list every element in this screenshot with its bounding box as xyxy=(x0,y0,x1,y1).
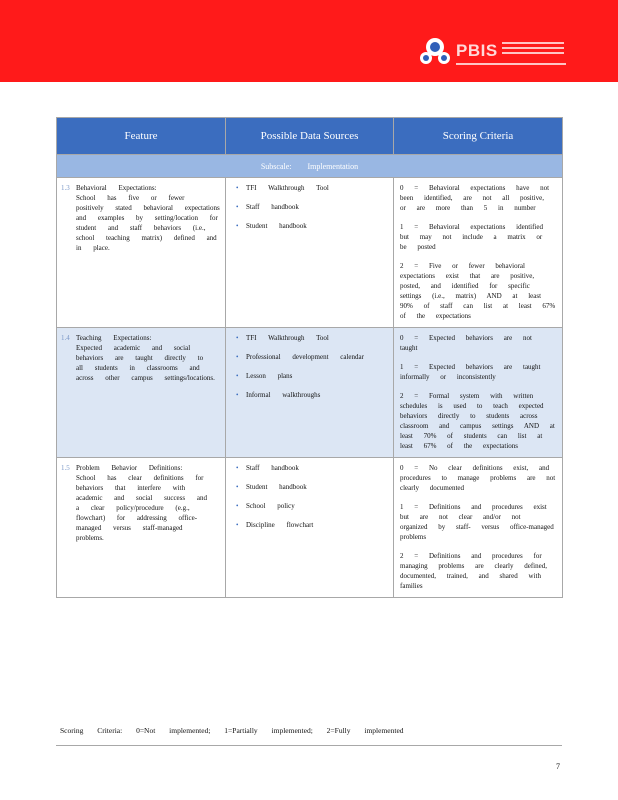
logo-wordmark: PBIS xyxy=(456,41,498,60)
bullet-icon: • xyxy=(236,521,239,529)
pbis-logo xyxy=(418,36,568,70)
feature-cell xyxy=(57,458,226,598)
column-header-feature: Feature xyxy=(57,118,226,155)
feature-number: 1.4 xyxy=(61,334,70,342)
data-source-label: School policy xyxy=(246,502,295,510)
scoring-criteria-cell xyxy=(394,178,563,328)
bullet-icon: • xyxy=(236,184,239,192)
column-header-data-sources: Possible Data Sources xyxy=(226,118,394,155)
bullet-icon: • xyxy=(236,372,239,380)
data-source-label: Informal walkthroughs xyxy=(246,391,321,399)
data-sources-cell xyxy=(226,328,394,458)
data-source-item xyxy=(236,333,385,343)
bullet-icon: • xyxy=(236,391,239,399)
scoring-criteria-cell xyxy=(394,328,563,458)
data-source-label: Lesson plans xyxy=(246,372,293,380)
criteria-level: 2 = Definitions and procedures for managing problems are clearly defined, documented, trained, and shared with families xyxy=(400,552,547,590)
pbis-people-logo-icon xyxy=(418,36,452,66)
data-source-item xyxy=(236,352,385,362)
logo-tagline xyxy=(502,42,564,57)
criteria-level: 1 = Expected behaviors are taught informally or inconsistently xyxy=(400,363,541,381)
data-source-label: Staff handbook xyxy=(246,464,299,472)
data-source-item xyxy=(236,183,385,193)
data-sources-list xyxy=(236,463,385,530)
data-sources-cell xyxy=(226,458,394,598)
data-source-item xyxy=(236,390,385,400)
bullet-icon: • xyxy=(236,483,239,491)
criteria-level: 2 = Formal system with written schedules is used to teach expected behaviors directly to students across classroom and campus settings AND at least 70% of students can list at least 67% of the expectations xyxy=(400,392,555,450)
scoring-footnote: Scoring Criteria: 0=Not implemented; 1=Partially implemented; 2=Fully implemented xyxy=(60,726,404,735)
bullet-icon: • xyxy=(236,334,239,342)
feature-description: School has five or fewer positively stated behavioral expectations and examples by setting/location for student and staff behaviors (i.e., school teaching matrix) defined and in place. xyxy=(76,194,220,252)
data-source-label: Staff handbook xyxy=(246,203,299,211)
feature-description: School has clear definitions for behaviors that interfere with academic and social success and a clear policy/procedure (e.g., flowchart) for addressing office-managed versus staff-managed problems. xyxy=(76,474,207,542)
header-banner xyxy=(0,0,618,82)
feature-wrap xyxy=(61,463,221,543)
data-source-item xyxy=(236,520,385,530)
feature-text xyxy=(76,183,221,253)
column-header-scoring-criteria: Scoring Criteria xyxy=(394,118,563,155)
bullet-icon: • xyxy=(236,222,239,230)
feature-title: Problem Behavior Definitions: xyxy=(76,464,183,472)
bullet-icon: • xyxy=(236,203,239,211)
table-row xyxy=(57,178,563,328)
data-source-item xyxy=(236,463,385,473)
tfi-criteria-table xyxy=(56,117,563,598)
feature-text xyxy=(76,463,221,543)
data-source-item xyxy=(236,202,385,212)
criteria-level: 0 = Expected behaviors are not taught xyxy=(400,334,532,352)
subscale-label: Subscale: Implementation xyxy=(57,155,563,178)
feature-wrap xyxy=(61,183,221,253)
criteria-level: 1 = Behavioral expectations identified but may not include a matrix or be posted xyxy=(400,223,543,251)
data-sources-list xyxy=(236,333,385,400)
footer-divider xyxy=(56,745,562,746)
feature-cell xyxy=(57,328,226,458)
bullet-icon: • xyxy=(236,502,239,510)
data-source-item xyxy=(236,371,385,381)
data-source-item xyxy=(236,501,385,511)
criteria-level: 0 = Behavioral expectations have not been identified, are not all positive, or are more than 5 in number xyxy=(400,184,550,212)
data-source-label: Professional development calendar xyxy=(246,353,364,361)
bullet-icon: • xyxy=(236,353,239,361)
feature-number: 1.3 xyxy=(61,184,70,192)
data-source-item xyxy=(236,482,385,492)
feature-text xyxy=(76,333,221,383)
data-source-item xyxy=(236,221,385,231)
page-number: 7 xyxy=(556,762,560,771)
feature-cell xyxy=(57,178,226,328)
data-source-label: TFI Walkthrough Tool xyxy=(246,334,329,342)
criteria-level: 1 = Definitions and procedures exist but are not clear and/or not organized by staff- versus office-managed problems xyxy=(400,503,554,541)
table-row xyxy=(57,458,563,598)
scoring-criteria-cell xyxy=(394,458,563,598)
subscale-row xyxy=(57,155,563,178)
feature-title: Teaching Expectations: xyxy=(76,334,152,342)
feature-number: 1.5 xyxy=(61,464,70,472)
criteria-level: 2 = Five or fewer behavioral expectations exist that are positive, posted, and identified for specific settings (i.e., matrix) AND at least 90% of staff can list at least 67% of the expectations xyxy=(400,262,556,320)
table-row xyxy=(57,328,563,458)
feature-description: Expected academic and social behaviors are taught directly to all students in classrooms and across other campus settings/locations. xyxy=(76,344,215,382)
data-source-label: Student handbook xyxy=(246,222,307,230)
feature-wrap xyxy=(61,333,221,383)
criteria-level: 0 = No clear definitions exist, and procedures to manage problems are not clearly documented xyxy=(400,464,556,492)
logo-url-line xyxy=(456,63,566,65)
feature-title: Behavioral Expectations: xyxy=(76,184,157,192)
data-source-label: Discipline flowchart xyxy=(246,521,314,529)
data-sources-list xyxy=(236,183,385,231)
data-source-label: TFI Walkthrough Tool xyxy=(246,184,329,192)
data-source-label: Student handbook xyxy=(246,483,307,491)
data-sources-cell xyxy=(226,178,394,328)
bullet-icon: • xyxy=(236,464,239,472)
